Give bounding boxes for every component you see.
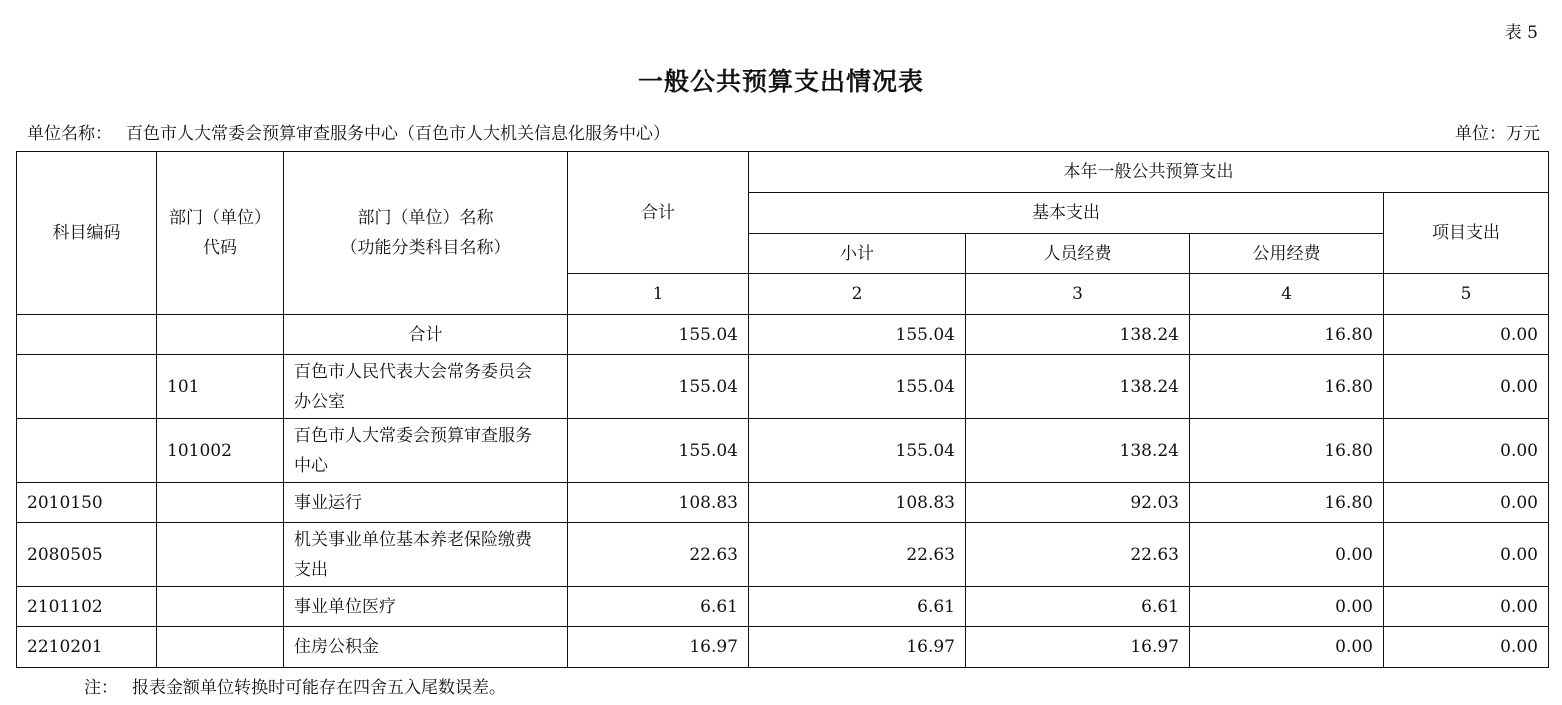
cell-dept-code	[157, 587, 284, 627]
cell-subtotal: 155.04	[749, 355, 966, 419]
cell-total: 155.04	[568, 419, 749, 483]
cell-total: 155.04	[568, 355, 749, 419]
unit-name-value: 百色市人大常委会预算审查服务中心（百色市人大机关信息化服务中心）	[126, 124, 670, 144]
cell-personnel: 6.61	[966, 587, 1190, 627]
header-dept-code-line2: 代码	[203, 238, 237, 258]
cell-name-line1: 住房公积金	[294, 637, 379, 657]
cell-name-line2: 中心	[294, 455, 328, 476]
cell-project: 0.00	[1384, 483, 1549, 523]
cell-name-line2: 办公室	[294, 391, 345, 412]
cell-personnel: 138.24	[966, 315, 1190, 355]
header-col-2: 2	[749, 274, 966, 315]
cell-personnel: 22.63	[966, 523, 1190, 587]
cell-code	[17, 315, 157, 355]
cell-subtotal: 108.83	[749, 483, 966, 523]
cell-name	[284, 587, 568, 627]
cell-public: 16.80	[1190, 419, 1384, 483]
cell-public: 0.00	[1190, 627, 1384, 668]
header-col-3: 3	[966, 274, 1190, 315]
header-current-year: 本年一般公共预算支出	[749, 152, 1549, 193]
page-title: 一般公共预算支出情况表	[637, 67, 924, 96]
cell-subtotal: 6.61	[749, 587, 966, 627]
cell-total: 155.04	[568, 315, 749, 355]
header-dept-code	[157, 152, 284, 315]
cell-project: 0.00	[1384, 587, 1549, 627]
table-row	[17, 627, 1549, 668]
table-row	[17, 587, 1549, 627]
cell-name-line1: 百色市人民代表大会常务委员会	[294, 361, 532, 382]
cell-public: 16.80	[1190, 315, 1384, 355]
cell-name-line1: 合计	[408, 324, 443, 345]
header-col-5: 5	[1384, 274, 1549, 315]
cell-dept-code: 101	[157, 355, 284, 419]
cell-name-line1: 事业单位医疗	[294, 596, 396, 617]
cell-code: 2101102	[17, 587, 157, 627]
cell-personnel: 138.24	[966, 355, 1190, 419]
cell-personnel: 92.03	[966, 483, 1190, 523]
cell-code	[17, 419, 157, 483]
footnote-label: 注：	[84, 678, 118, 698]
cell-name	[284, 355, 568, 419]
header-subtotal: 小计	[749, 234, 966, 274]
cell-name	[284, 315, 568, 355]
cell-code: 2080505	[17, 523, 157, 587]
cell-dept-code: 101002	[157, 419, 284, 483]
table-row	[17, 419, 1549, 483]
cell-subtotal: 155.04	[749, 315, 966, 355]
header-dept-name-line1: 部门（单位）名称	[357, 208, 494, 228]
unit-name-label: 单位名称：	[27, 124, 112, 144]
table-row	[17, 523, 1549, 587]
cell-subtotal: 155.04	[749, 419, 966, 483]
cell-dept-code	[157, 483, 284, 523]
header-dept-name	[284, 152, 568, 315]
cell-public: 0.00	[1190, 523, 1384, 587]
footnote	[84, 673, 506, 698]
cell-name-line1: 百色市人大常委会预算审查服务	[294, 425, 532, 446]
header-total: 合计	[568, 152, 749, 274]
cell-name	[284, 627, 568, 668]
unit-name	[27, 119, 670, 144]
cell-project: 0.00	[1384, 315, 1549, 355]
cell-public: 16.80	[1190, 483, 1384, 523]
cell-dept-code	[157, 523, 284, 587]
cell-personnel: 138.24	[966, 419, 1190, 483]
table-row	[17, 483, 1549, 523]
cell-code	[17, 355, 157, 419]
cell-dept-code	[157, 627, 284, 668]
cell-name	[284, 419, 568, 483]
header-public: 公用经费	[1190, 234, 1384, 274]
header-project: 项目支出	[1384, 193, 1549, 274]
cell-public: 0.00	[1190, 587, 1384, 627]
cell-code: 2210201	[17, 627, 157, 668]
footnote-text: 报表金额单位转换时可能存在四舍五入尾数误差。	[132, 678, 506, 698]
cell-name	[284, 483, 568, 523]
header-personnel: 人员经费	[966, 234, 1190, 274]
cell-total: 6.61	[568, 587, 749, 627]
cell-total: 16.97	[568, 627, 749, 668]
table-row	[17, 315, 1549, 355]
cell-code: 2010150	[17, 483, 157, 523]
cell-public: 16.80	[1190, 355, 1384, 419]
header-col-1: 1	[568, 274, 749, 315]
cell-total: 108.83	[568, 483, 749, 523]
cell-dept-code	[157, 315, 284, 355]
cell-name-line1: 机关事业单位基本养老保险缴费	[294, 529, 532, 550]
cell-project: 0.00	[1384, 419, 1549, 483]
cell-name	[284, 523, 568, 587]
header-col-4: 4	[1190, 274, 1384, 315]
cell-project: 0.00	[1384, 523, 1549, 587]
header-basic: 基本支出	[749, 193, 1384, 234]
header-code: 科目编码	[17, 152, 157, 315]
cell-name-line2: 支出	[294, 559, 328, 580]
cell-project: 0.00	[1384, 355, 1549, 419]
cell-subtotal: 16.97	[749, 627, 966, 668]
header-dept-name-line2: （功能分类科目名称）	[340, 238, 511, 258]
currency-unit: 单位：万元	[1455, 124, 1540, 144]
table-number: 表 5	[1504, 23, 1538, 43]
cell-name-line1: 事业运行	[294, 492, 362, 513]
budget-table	[16, 151, 1549, 668]
cell-personnel: 16.97	[966, 627, 1190, 668]
cell-project: 0.00	[1384, 627, 1549, 668]
cell-total: 22.63	[568, 523, 749, 587]
header-dept-code-line1: 部门（单位）	[169, 208, 271, 228]
cell-subtotal: 22.63	[749, 523, 966, 587]
table-row	[17, 355, 1549, 419]
